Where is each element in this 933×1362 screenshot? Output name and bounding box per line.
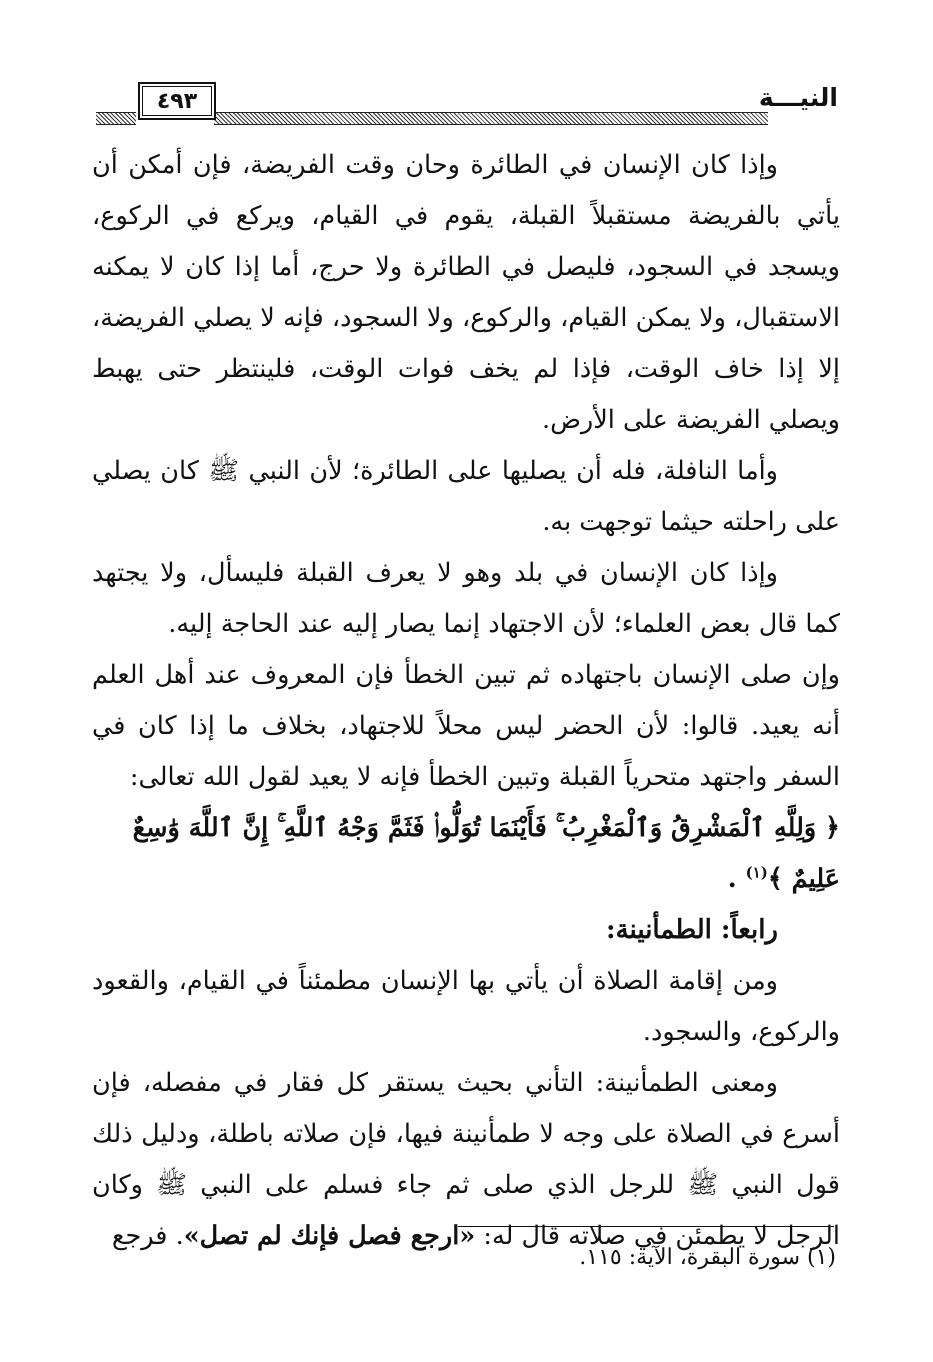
paragraph-tumaninah-meaning-text: ومعنى الطمأنينة: التأني بحيث يستقر كل فقار في مفصله، فإن أسرع في الصلاة على وجه لا طمأنينة فيها، فإن صلاته باطلة، ودليل ذلك قول النبي ﷺ للرجل الذي صلى ثم جاء فسلم على النبي ﷺ وكان الرجل لا يطمئن في صلاته قال له:: [92, 1068, 840, 1251]
hadith-quote: «ارجع فصل فإنك لم تصل»: [183, 1221, 476, 1251]
header-rule-left: [96, 112, 136, 125]
main-text: [92, 140, 840, 1262]
section-heading-tumaninah: رابعاً: الطمأنينة:: [605, 915, 778, 945]
footnote: (١) سورة البقرة، الآية: ١١٥.: [579, 1245, 836, 1270]
page-number: ٤٩٣: [156, 88, 198, 114]
paragraph-ijtihad-error: وإن صلى الإنسان باجتهاده ثم تبين الخطأ فإن المعروف عند أهل العلم أنه يعيد. قالوا: لأن الحضر ليس محلاً للاجتهاد، بخلاف ما إذا كان في السفر واجتهد متحرياً القبلة وتبين الخطأ فإنه لا يعيد لقول الله تعالى:: [92, 660, 840, 792]
paragraph-tumaninah-intro: ومن إقامة الصلاة أن يأتي بها الإنسان مطمئناً في القيام، والقعود والركوع، والسجود.: [92, 966, 840, 1047]
paragraph-unknown-qibla: وإذا كان الإنسان في بلد وهو لا يعرف القبلة فليسأل، ولا يجتهد كما قال بعض العلماء؛ لأن الاجتهاد إنما يصار إليه عند الحاجة إليه.: [92, 558, 840, 639]
paragraph-airplane-obligatory: وإذا كان الإنسان في الطائرة وحان وقت الفريضة، فإن أمكن أن يأتي بالفريضة مستقبلاً القبلة، يقوم في القيام، ويركع في الركوع، ويسجد في السجود، فليصل في الطائرة ولا حرج، أما إذا كان لا يمكنه الاستقبال، ولا يمكن القيام، والركوع، ولا السجود، فإنه لا يصلي الفريضة، إلا إذا خاف الوقت، فإذا لم يخف فوات الوقت، فلينتظر حتى يهبط ويصلي الفريضة على الأرض.: [92, 150, 840, 435]
quran-verse-end: .: [727, 864, 737, 894]
footnote-reference: (١): [745, 863, 768, 882]
page-header: [96, 82, 838, 128]
quran-verse-text: ﴿ وَلِلَّهِ ٱلْمَشْرِقُ وَٱلْمَغْرِبُ ۚ فَأَيْنَمَا تُوَلُّوا۟ فَثَمَّ وَجْهُ ٱللَّهِ ۚ إِنَّ ٱللَّهَ وَٰسِعٌ عَلِيمٌ ﴾: [132, 813, 840, 894]
footnote-separator: [458, 1226, 834, 1227]
quran-verse: [92, 803, 840, 905]
paragraph-tumaninah-meaning-end: . فرجع: [111, 1221, 184, 1251]
chapter-title: النيـــة: [758, 83, 838, 112]
page-number-box: [138, 82, 216, 120]
paragraph-airplane-voluntary: وأما النافلة، فله أن يصليها على الطائرة؛ لأن النبي ﷺ كان يصلي على راحلته حيثما توجهت به.: [92, 456, 840, 537]
header-rule: [214, 112, 768, 125]
paragraph-tumaninah-meaning: [92, 1058, 840, 1262]
